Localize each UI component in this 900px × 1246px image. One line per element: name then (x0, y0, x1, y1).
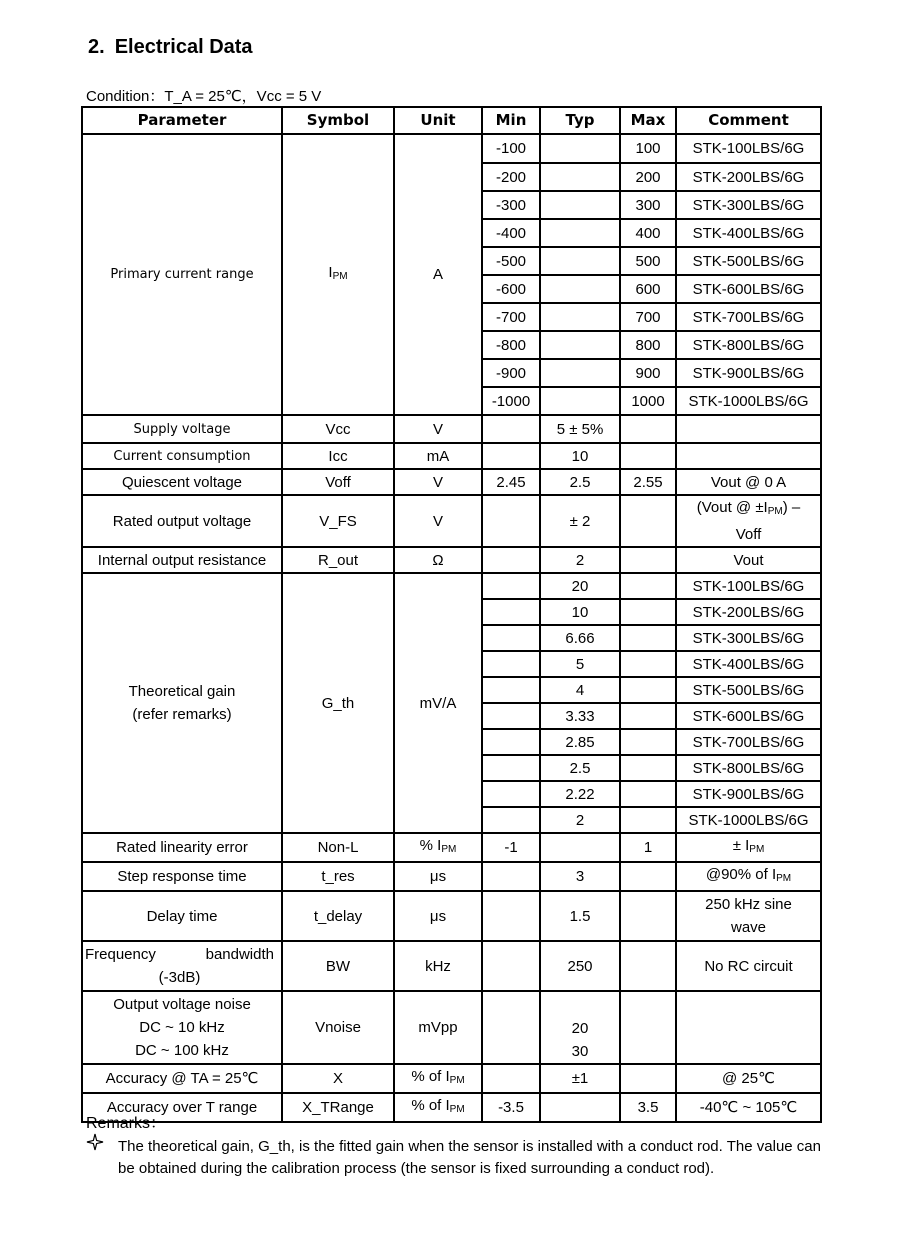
cell-comment: STK-300LBS/6G (676, 191, 821, 219)
cell-comment (676, 891, 821, 941)
remark-text: The theoretical gain, G_th, is the fitted gain when the sensor is installed with a conduct rod. The value can be obtained during the calibration process (the sensor is fixed surrounding a conduct rod). (118, 1138, 821, 1177)
comment-text: ± I (732, 837, 750, 854)
param-delay-time: Delay time (82, 891, 282, 941)
cell-max (620, 1064, 676, 1093)
cell-comment: STK-500LBS/6G (676, 247, 821, 275)
unit-subscript: PM (449, 1075, 465, 1086)
param-line (85, 943, 274, 966)
param-theoretical-gain (82, 573, 282, 833)
unit-text: % I (419, 837, 442, 854)
header-max: Max (620, 107, 676, 134)
cell-min (482, 651, 540, 677)
cell-min (482, 807, 540, 833)
four-point-star-outline-icon (86, 1133, 104, 1156)
test-condition: Condition：T_A = 25℃，Vcc = 5 V (86, 88, 322, 105)
param-line: DC ~ 10 kHz (139, 1019, 225, 1036)
unit-subscript: PM (449, 1104, 465, 1115)
cell-max (620, 862, 676, 891)
comment-text: ) – (782, 499, 801, 516)
cell-symbol: G_th (282, 573, 394, 833)
cell-min: -900 (482, 359, 540, 387)
cell-max (620, 781, 676, 807)
cell-typ: 2 (540, 807, 620, 833)
cell-symbol: Voff (282, 469, 394, 495)
cell-max: 1000 (620, 387, 676, 415)
typ-line: 20 (571, 1020, 589, 1037)
cell-typ: 2.22 (540, 781, 620, 807)
param-word: Frequency (85, 946, 156, 963)
cell-max: 600 (620, 275, 676, 303)
param-output-voltage-noise (82, 991, 282, 1064)
cell-typ (540, 163, 620, 191)
section-heading (88, 36, 253, 59)
cell-typ: 3 (540, 862, 620, 891)
table-row (82, 891, 821, 941)
comment-line: wave (730, 919, 767, 936)
cell-symbol: t_res (282, 862, 394, 891)
comment-text: @90% of I (705, 866, 777, 883)
cell-typ (540, 991, 620, 1064)
cell-max (620, 599, 676, 625)
cell-typ: ±1 (540, 1064, 620, 1093)
unit-ampere: A (394, 134, 482, 415)
param-rated-linearity-error: Rated linearity error (82, 833, 282, 862)
cell-min: 2.45 (482, 469, 540, 495)
cell-max (620, 495, 676, 547)
param-quiescent-voltage: Quiescent voltage (82, 469, 282, 495)
comment-line: Voff (735, 526, 762, 543)
cell-symbol: Vcc (282, 415, 394, 443)
star-icon-svg (86, 1133, 104, 1151)
cell-comment: STK-200LBS/6G (676, 599, 821, 625)
param-primary-current-range: Primary current range (82, 134, 282, 415)
cell-max (620, 891, 676, 941)
cell-comment: STK-1000LBS/6G (676, 387, 821, 415)
cell-comment: @ 25℃ (676, 1064, 821, 1093)
cell-min (482, 729, 540, 755)
cell-symbol: X_TRange (282, 1093, 394, 1122)
cell-unit: Ω (394, 547, 482, 573)
cell-typ: 5 (540, 651, 620, 677)
cell-symbol: Icc (282, 443, 394, 469)
param-step-response-time: Step response time (82, 862, 282, 891)
cell-min: -800 (482, 331, 540, 359)
unit-text: % of I (411, 1068, 450, 1085)
cell-min: -3.5 (482, 1093, 540, 1122)
param-line: DC ~ 100 kHz (135, 1042, 229, 1059)
cell-min (482, 573, 540, 599)
symbol-ipm (282, 134, 394, 415)
cell-typ: 2.85 (540, 729, 620, 755)
cell-comment: No RC circuit (676, 941, 821, 991)
cell-min (482, 1064, 540, 1093)
symbol-text: I (328, 264, 333, 281)
cell-comment: STK-100LBS/6G (676, 134, 821, 163)
cell-typ (540, 303, 620, 331)
table-row (82, 833, 821, 862)
cell-min: -300 (482, 191, 540, 219)
cell-typ: ± 2 (540, 495, 620, 547)
cell-typ: 6.66 (540, 625, 620, 651)
cell-symbol: t_delay (282, 891, 394, 941)
cell-max: 2.55 (620, 469, 676, 495)
table-row (82, 469, 821, 495)
cell-min (482, 495, 540, 547)
cell-max (620, 415, 676, 443)
param-word: bandwidth (205, 946, 274, 963)
cell-max: 900 (620, 359, 676, 387)
table-row (82, 1093, 821, 1122)
param-current-consumption: Current consumption (82, 443, 282, 469)
cell-comment (676, 443, 821, 469)
cell-min (482, 781, 540, 807)
table-row (82, 862, 821, 891)
param-rated-output-voltage: Rated output voltage (82, 495, 282, 547)
cell-min: -500 (482, 247, 540, 275)
cell-symbol: BW (282, 941, 394, 991)
comment-line (679, 496, 818, 523)
cell-typ (540, 219, 620, 247)
cell-max: 700 (620, 303, 676, 331)
cell-comment: STK-700LBS/6G (676, 729, 821, 755)
cell-max (620, 729, 676, 755)
param-accuracy-ta: Accuracy @ TA = 25℃ (82, 1064, 282, 1093)
table-row (82, 443, 821, 469)
cell-max: 500 (620, 247, 676, 275)
cell-comment: STK-900LBS/6G (676, 359, 821, 387)
cell-min: -600 (482, 275, 540, 303)
cell-unit: kHz (394, 941, 482, 991)
cell-unit (394, 833, 482, 862)
cell-typ (540, 247, 620, 275)
cell-unit (394, 1093, 482, 1122)
cell-max (620, 625, 676, 651)
cell-max (620, 573, 676, 599)
cell-max (620, 991, 676, 1064)
cell-comment: STK-600LBS/6G (676, 703, 821, 729)
table-row (82, 1064, 821, 1093)
cell-min (482, 991, 540, 1064)
cell-max (620, 703, 676, 729)
param-line: Output voltage noise (113, 996, 251, 1013)
comment-subscript: PM (776, 873, 792, 884)
cell-max: 200 (620, 163, 676, 191)
cell-max: 3.5 (620, 1093, 676, 1122)
cell-unit: mV/A (394, 573, 482, 833)
cell-comment: STK-300LBS/6G (676, 625, 821, 651)
header-symbol: Symbol (282, 107, 394, 134)
cell-max (620, 651, 676, 677)
symbol-subscript: PM (332, 271, 348, 282)
cell-typ: 10 (540, 443, 620, 469)
table-row (82, 941, 821, 991)
cell-typ: 3.33 (540, 703, 620, 729)
table-header-row (82, 107, 821, 134)
header-comment: Comment (676, 107, 821, 134)
header-typ: Typ (540, 107, 620, 134)
cell-typ: 5 ± 5% (540, 415, 620, 443)
cell-comment (676, 862, 821, 891)
cell-typ: 2 (540, 547, 620, 573)
electrical-data-table (81, 106, 822, 1123)
cell-typ (540, 331, 620, 359)
cell-comment: STK-200LBS/6G (676, 163, 821, 191)
cell-comment: STK-900LBS/6G (676, 781, 821, 807)
table-row (82, 495, 821, 547)
table-row (82, 573, 821, 599)
cell-min: -1000 (482, 387, 540, 415)
cell-unit: V (394, 495, 482, 547)
param-line: (-3dB) (158, 969, 201, 986)
section-title: Electrical Data (114, 36, 253, 58)
cell-min (482, 443, 540, 469)
cell-typ: 2.5 (540, 755, 620, 781)
cell-comment: STK-800LBS/6G (676, 755, 821, 781)
cell-symbol: Non-L (282, 833, 394, 862)
cell-symbol: V_FS (282, 495, 394, 547)
section-number: 2. (88, 36, 105, 58)
cell-typ (540, 833, 620, 862)
cell-comment: STK-1000LBS/6G (676, 807, 821, 833)
cell-min: -200 (482, 163, 540, 191)
cell-min (482, 755, 540, 781)
cell-unit: V (394, 469, 482, 495)
cell-comment: STK-600LBS/6G (676, 275, 821, 303)
cell-min (482, 625, 540, 651)
comment-text: (Vout @ ±I (696, 499, 768, 516)
cell-min (482, 599, 540, 625)
cell-typ (540, 387, 620, 415)
cell-unit: V (394, 415, 482, 443)
cell-symbol: X (282, 1064, 394, 1093)
header-parameter: Parameter (82, 107, 282, 134)
param-supply-voltage: Supply voltage (82, 415, 282, 443)
cell-min (482, 891, 540, 941)
table-row (82, 547, 821, 573)
cell-comment: Vout @ 0 A (676, 469, 821, 495)
cell-unit: mVpp (394, 991, 482, 1064)
cell-min (482, 415, 540, 443)
cell-min (482, 677, 540, 703)
cell-typ: 10 (540, 599, 620, 625)
cell-min (482, 862, 540, 891)
cell-symbol: Vnoise (282, 991, 394, 1064)
cell-typ: 250 (540, 941, 620, 991)
cell-min (482, 941, 540, 991)
remarks-heading: Remarks： (86, 1115, 167, 1132)
comment-line: 250 kHz sine (705, 896, 792, 913)
table-row (82, 134, 821, 163)
cell-min: -700 (482, 303, 540, 331)
param-accuracy-t-range: Accuracy over T range (82, 1093, 282, 1122)
cell-max: 400 (620, 219, 676, 247)
cell-typ (540, 359, 620, 387)
cell-max: 800 (620, 331, 676, 359)
cell-comment: STK-800LBS/6G (676, 331, 821, 359)
cell-typ: 2.5 (540, 469, 620, 495)
cell-typ: 4 (540, 677, 620, 703)
cell-max (620, 807, 676, 833)
cell-max (620, 941, 676, 991)
header-unit: Unit (394, 107, 482, 134)
table-row (82, 415, 821, 443)
param-line: (refer remarks) (132, 706, 232, 723)
unit-subscript: PM (441, 844, 457, 855)
cell-max (620, 755, 676, 781)
cell-max: 100 (620, 134, 676, 163)
cell-max: 1 (620, 833, 676, 862)
cell-typ: 1.5 (540, 891, 620, 941)
cell-typ: 20 (540, 573, 620, 599)
unit-text: % of I (411, 1097, 450, 1114)
cell-comment: STK-500LBS/6G (676, 677, 821, 703)
cell-comment: STK-100LBS/6G (676, 573, 821, 599)
cell-typ (540, 191, 620, 219)
cell-comment: STK-700LBS/6G (676, 303, 821, 331)
cell-min: -1 (482, 833, 540, 862)
cell-comment (676, 833, 821, 862)
cell-max (620, 547, 676, 573)
cell-min: -100 (482, 134, 540, 163)
param-line: Theoretical gain (128, 683, 236, 700)
comment-subscript: PM (767, 506, 783, 517)
cell-max (620, 443, 676, 469)
cell-comment: Vout (676, 547, 821, 573)
cell-max: 300 (620, 191, 676, 219)
cell-min (482, 547, 540, 573)
cell-unit: μs (394, 862, 482, 891)
cell-unit (394, 1064, 482, 1093)
comment-subscript: PM (749, 844, 765, 855)
cell-typ (540, 275, 620, 303)
param-internal-output-resistance: Internal output resistance (82, 547, 282, 573)
cell-comment: -40℃ ~ 105℃ (676, 1093, 821, 1122)
typ-line: 30 (571, 1043, 589, 1060)
cell-unit: μs (394, 891, 482, 941)
param-frequency-bandwidth (82, 941, 282, 991)
cell-min: -400 (482, 219, 540, 247)
cell-comment (676, 495, 821, 547)
cell-min (482, 703, 540, 729)
header-min: Min (482, 107, 540, 134)
cell-max (620, 677, 676, 703)
cell-symbol: R_out (282, 547, 394, 573)
cell-comment (676, 991, 821, 1064)
cell-comment (676, 415, 821, 443)
table-row (82, 991, 821, 1064)
cell-typ (540, 134, 620, 163)
cell-unit: mA (394, 443, 482, 469)
cell-comment: STK-400LBS/6G (676, 651, 821, 677)
cell-comment: STK-400LBS/6G (676, 219, 821, 247)
cell-typ (540, 1093, 620, 1122)
